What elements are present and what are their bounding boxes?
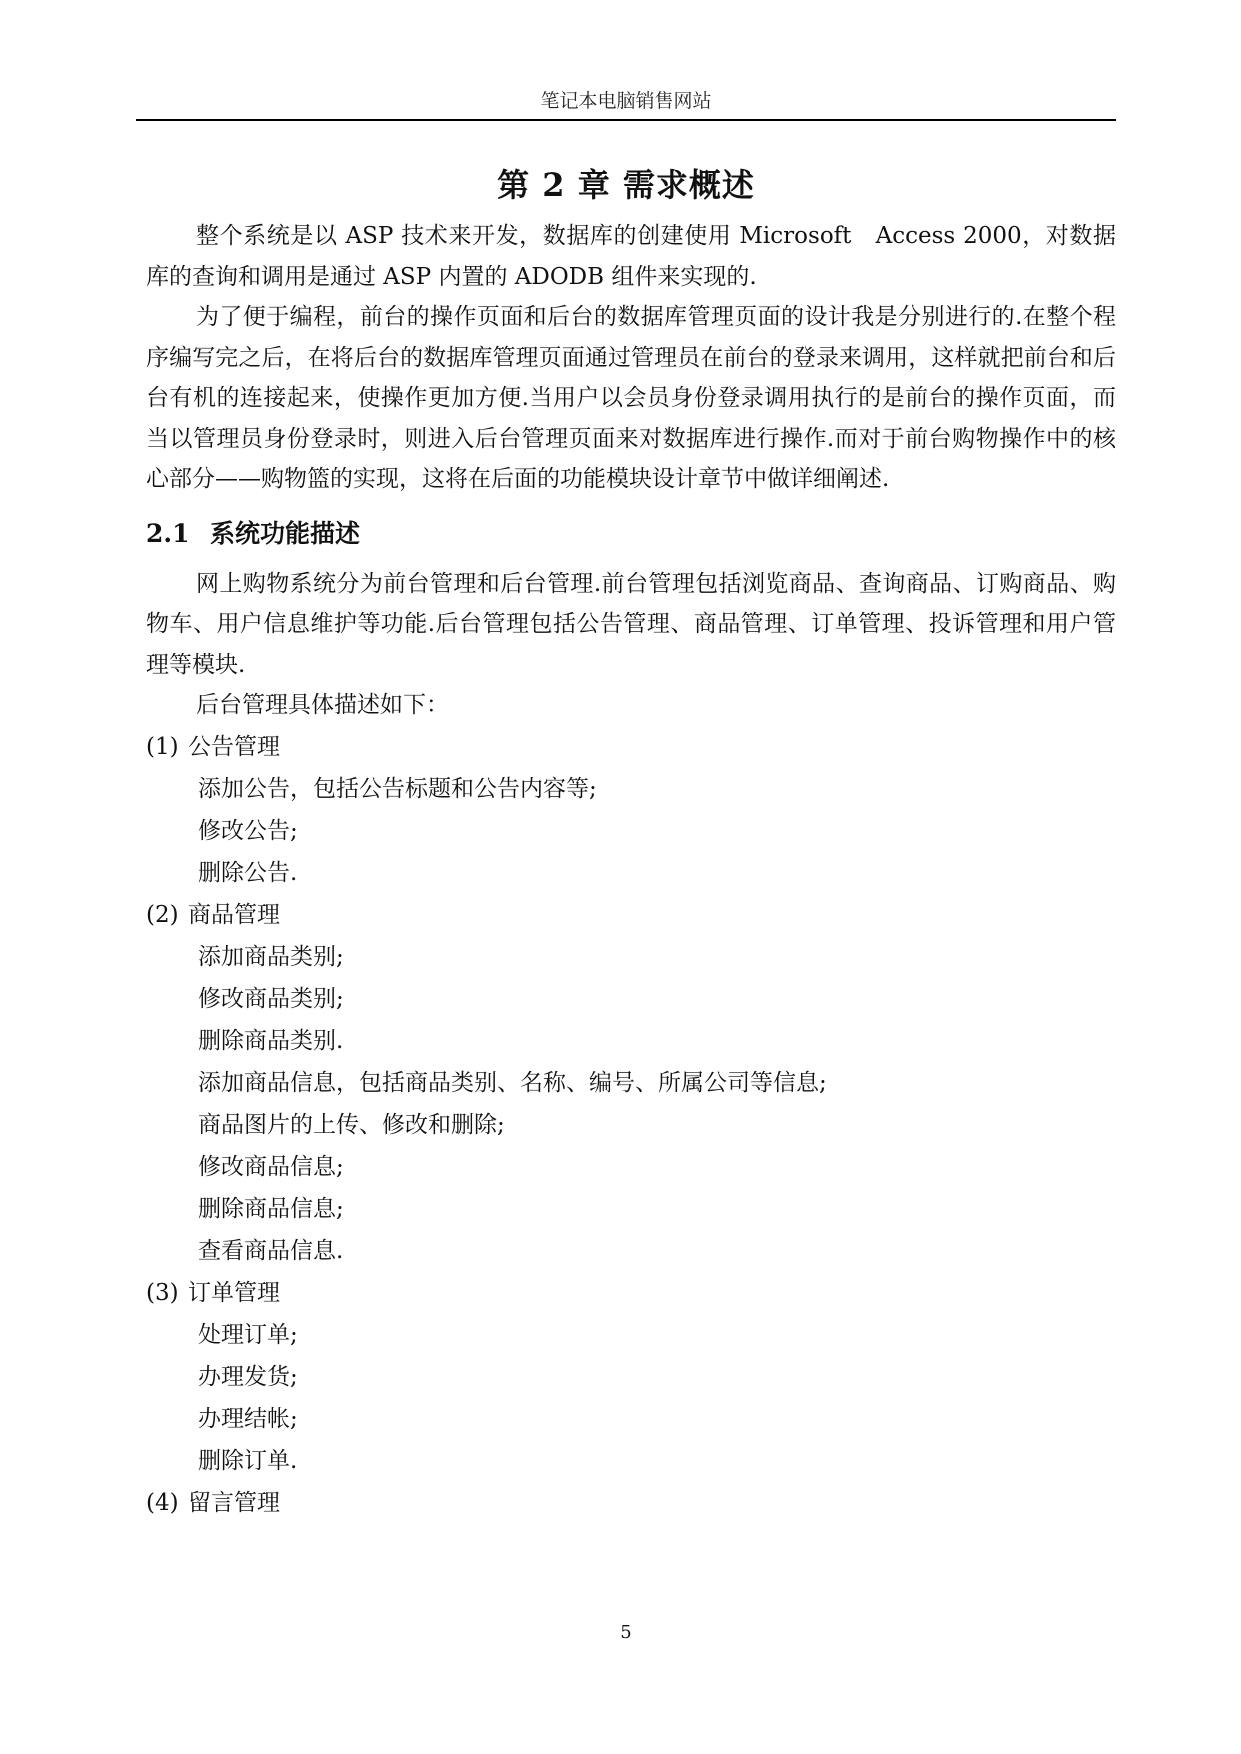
list-sub-item: 修改商品信息; bbox=[198, 1153, 344, 1180]
list-sub-item: 删除公告. bbox=[198, 859, 298, 886]
list-sub-item: 添加商品信息，包括商品类别、名称、编号、所属公司等信息; bbox=[198, 1069, 827, 1096]
section-heading bbox=[146, 514, 1116, 554]
chapter-title: 第 2 章 需求概述 bbox=[497, 166, 755, 204]
list-item-title: 订单管理 bbox=[188, 1279, 280, 1306]
page-number: 5 bbox=[620, 1622, 632, 1643]
intro-paragraph-2: 为了便于编程，前台的操作页面和后台的数据库管理页面的设计我是分别进行的.在整个程序编写完之后，在将后台的数据库管理页面通过管理员在前台的登录来调用，这样就把前台和后台有机的连接起来，使操作更加方便.当用户以会员身份登录调用执行的是前台的操作页面，而当以管理员身份登录时，则进入后台管理页面来对数据库进行操作.而对于前台购物操作中的核心部分——购物篮的实现，这将在后面的功能模块设计章节中做详细阐述. bbox=[146, 304, 1116, 492]
list-item-heading bbox=[146, 1272, 1116, 1314]
list-sub-item: 查看商品信息. bbox=[198, 1237, 344, 1264]
list-item-heading bbox=[146, 726, 1116, 768]
list-sub-item: 添加商品类别; bbox=[198, 943, 344, 970]
page-body bbox=[146, 216, 1116, 1524]
list-sub-item: 删除商品信息; bbox=[198, 1195, 344, 1222]
list-sub-item: 删除订单. bbox=[198, 1447, 298, 1474]
section-title: 系统功能描述 bbox=[210, 518, 361, 548]
list-item-title: 留言管理 bbox=[188, 1489, 280, 1516]
header-rule bbox=[136, 119, 1116, 121]
list-item-number: (4) bbox=[146, 1489, 179, 1516]
list-item-number: (3) bbox=[146, 1279, 179, 1306]
list-sub-item: 处理订单; bbox=[198, 1321, 298, 1348]
list-sub-item: 修改商品类别; bbox=[198, 985, 344, 1012]
list-sub-item: 添加公告，包括公告标题和公告内容等; bbox=[198, 775, 597, 802]
list-sub-item: 办理发货; bbox=[198, 1363, 298, 1390]
list-item-heading bbox=[146, 1482, 1116, 1524]
list-item-number: (2) bbox=[146, 901, 179, 928]
list-item-heading bbox=[146, 894, 1116, 936]
list-item-title: 公告管理 bbox=[188, 733, 280, 760]
list-sub-item: 办理结帐; bbox=[198, 1405, 298, 1432]
running-header: 笔记本电脑销售网站 bbox=[540, 90, 712, 112]
list-sub-item: 删除商品类别. bbox=[198, 1027, 344, 1054]
intro-paragraph-1: 整个系统是以 ASP 技术来开发，数据库的创建使用 Microsoft Access 2000，对数据库的查询和调用是通过 ASP 内置的 ADODB 组件来实现的. bbox=[146, 223, 1116, 290]
list-sub-item: 商品图片的上传、修改和删除; bbox=[198, 1111, 505, 1138]
section-paragraph-1: 网上购物系统分为前台管理和后台管理.前台管理包括浏览商品、查询商品、订购商品、购物车、用户信息维护等功能.后台管理包括公告管理、商品管理、订单管理、投诉管理和用户管理等模块. bbox=[146, 570, 1116, 678]
list-item-number: (1) bbox=[146, 733, 179, 760]
section-number: 2.1 bbox=[146, 518, 190, 548]
list-item-title: 商品管理 bbox=[188, 901, 280, 928]
section-paragraph-2: 后台管理具体描述如下： bbox=[196, 692, 449, 718]
list-sub-item: 修改公告; bbox=[198, 817, 298, 844]
